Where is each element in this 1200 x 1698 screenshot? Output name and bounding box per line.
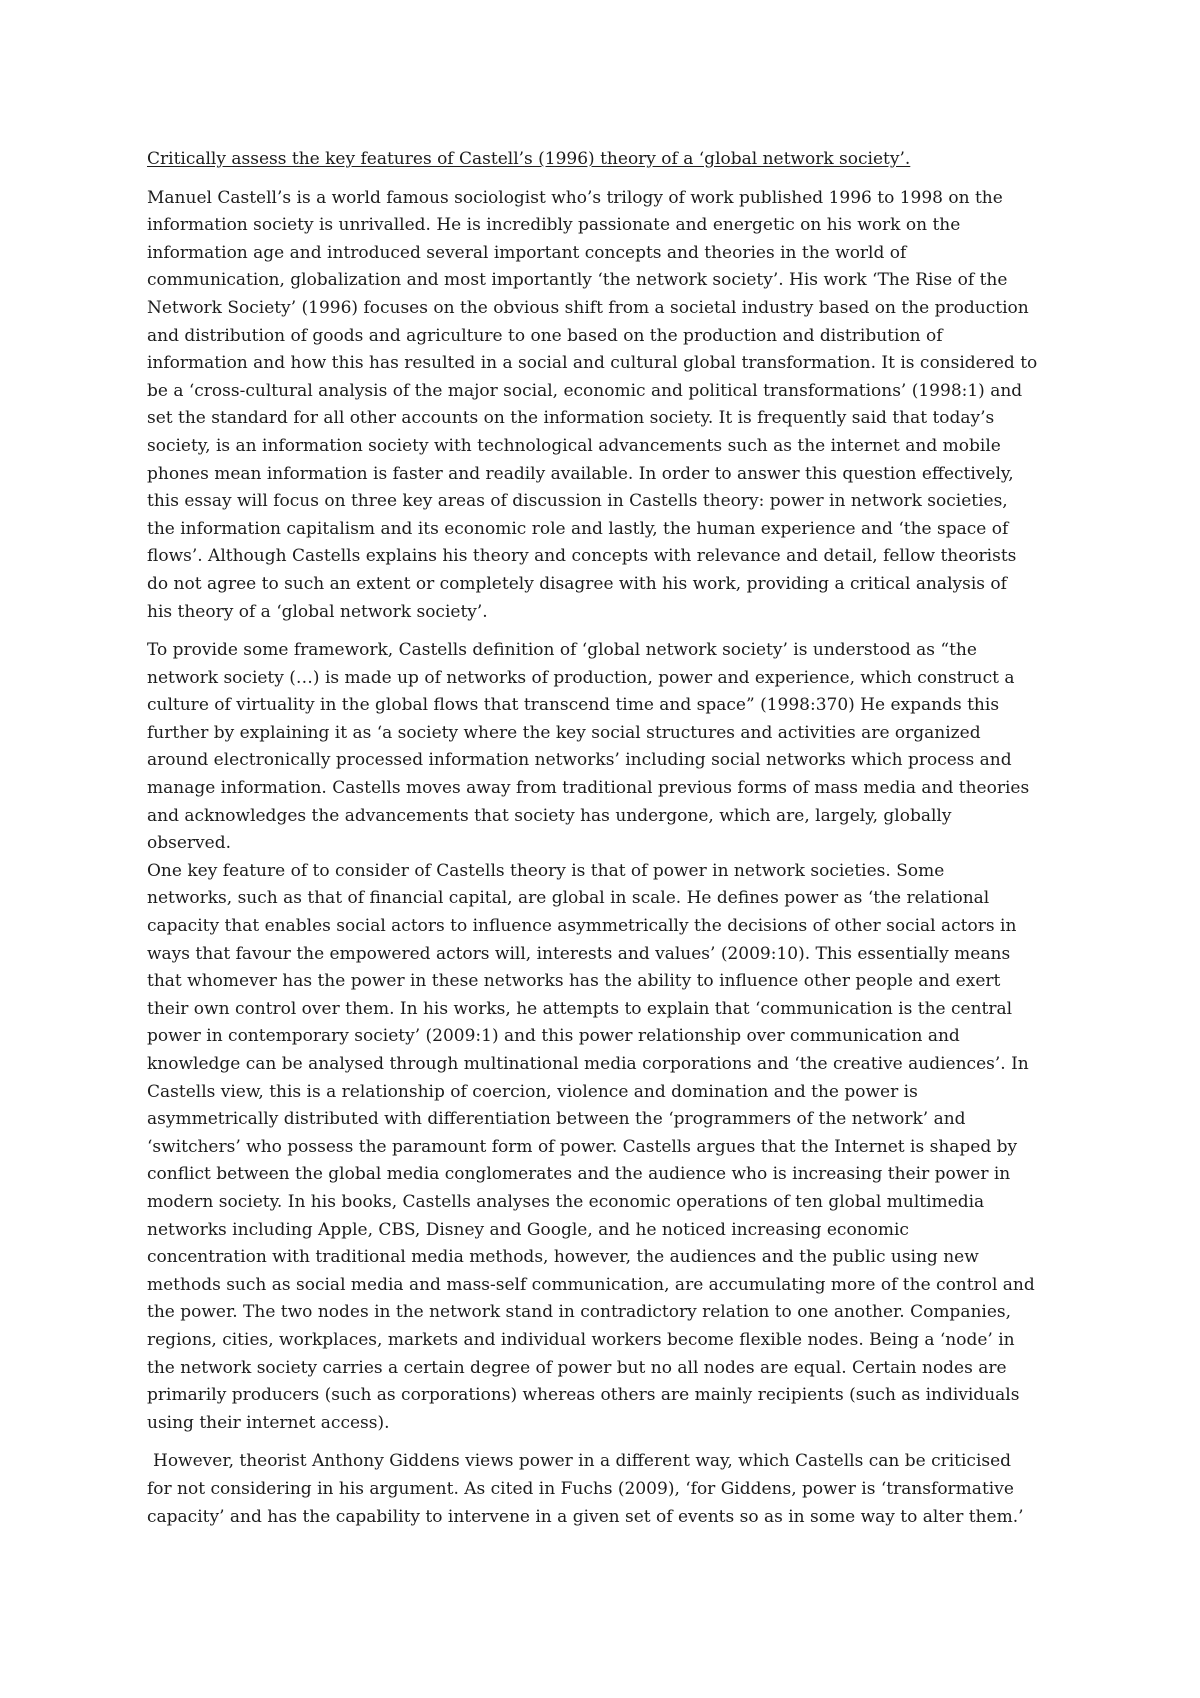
text-line: information and how this has resulted in a social and cultural global transformation. It is considered to	[147, 353, 1038, 374]
text-line: set the standard for all other accounts on the information society. It is frequently said that today’s	[147, 408, 995, 429]
text-line: culture of virtuality in the global flows that transcend time and space” (1998:370) He expands this	[147, 695, 1000, 716]
text-line: for not considering in his argument. As cited in Fuchs (2009), ‘for Giddens, power is ‘transformative	[147, 1478, 1014, 1499]
text-line: capacity that enables social actors to influence asymmetrically the decisions of other social actors in	[147, 916, 1017, 937]
text-line: power in contemporary society’ (2009:1) and this power relationship over communication and	[147, 1026, 960, 1047]
text-line: around electronically processed information networks’ including social networks which process and	[147, 750, 1012, 771]
text-line: concentration with traditional media methods, however, the audiences and the public using new	[147, 1247, 979, 1268]
text-line: flows’. Although Castells explains his theory and concepts with relevance and detail, fellow theorists	[147, 546, 1017, 567]
text-line: regions, cities, workplaces, markets and individual workers become flexible nodes. Being a ‘node’ in	[147, 1329, 1015, 1350]
text-line: networks including Apple, CBS, Disney and Google, and he noticed increasing economic	[147, 1219, 909, 1240]
text-line: the power. The two nodes in the network stand in contradictory relation to one another. Companies,	[147, 1302, 1012, 1323]
text-line: modern society. In his books, Castells analyses the economic operations of ten global multimedia	[147, 1191, 985, 1212]
text-line: further by explaining it as ‘a society where the key social structures and activities are organized	[147, 722, 981, 743]
text-line: phones mean information is faster and readily available. In order to answer this question effectively,	[147, 463, 1014, 484]
text-line: ways that favour the empowered actors will, interests and values’ (2009:10). This essentially means	[147, 943, 1011, 964]
text-line: knowledge can be analysed through multinational media corporations and ‘the creative audiences’. In	[147, 1054, 1029, 1074]
text-line: primarily producers (such as corporations) whereas others are mainly recipients (such as individuals	[147, 1385, 1020, 1406]
document-body	[147, 146, 1062, 1531]
text-line: using their internet access).	[147, 1412, 390, 1433]
text-line: methods such as social media and mass-self communication, are accumulating more of the control and	[147, 1274, 1035, 1295]
text-line: and acknowledges the advancements that society has undergone, which are, largely, globally	[147, 805, 952, 826]
text-line: information age and introduced several important concepts and theories in the world of	[147, 242, 907, 263]
text-line: society, is an information society with technological advancements such as the internet and mobile	[147, 435, 1001, 456]
text-line: asymmetrically distributed with differentiation between the ‘programmers of the network’ and	[147, 1109, 966, 1130]
text-line: communication, globalization and most importantly ‘the network society’. His work ‘The Rise of the	[147, 270, 1008, 291]
text-line: Castells view, this is a relationship of coercion, violence and domination and the power is	[147, 1081, 918, 1102]
text-line: To provide some framework, Castells definition of ‘global network society’ is understood as “the	[147, 640, 977, 661]
paragraph-power	[147, 858, 1062, 1437]
paragraph-introduction	[147, 185, 1062, 627]
text-line: that whomever has the power in these networks has the ability to influence other people and exert	[147, 971, 1001, 992]
text-line: Manuel Castell’s is a world famous sociologist who’s trilogy of work published 1996 to 1998 on the	[147, 187, 1003, 208]
text-line: his theory of a ‘global network society’.	[147, 601, 488, 622]
text-line: this essay will focus on three key areas of discussion in Castells theory: power in network societies,	[147, 491, 1008, 512]
text-line: network society (…) is made up of networks of production, power and experience, which construct a	[147, 667, 1015, 688]
text-line: the network society carries a certain degree of power but no all nodes are equal. Certain nodes are	[147, 1357, 1007, 1378]
text-line: information society is unrivalled. He is incredibly passionate and energetic on his work on the	[147, 215, 961, 236]
text-line: conflict between the global media conglomerates and the audience who is increasing their power in	[147, 1164, 1011, 1185]
text-line: ‘switchers’ who possess the paramount form of power. Castells argues that the Internet is shaped by	[147, 1136, 1018, 1157]
text-line: capacity’ and has the capability to intervene in a given set of events so as in some way to alter them.’	[147, 1506, 1024, 1527]
essay-title: Critically assess the key features of Castell’s (1996) theory of a ‘global network society’.	[147, 149, 911, 169]
text-line: networks, such as that of financial capital, are global in scale. He defines power as ‘the relational	[147, 888, 990, 909]
text-line: be a ‘cross-cultural analysis of the major social, economic and political transformations’ (1998:1) and	[147, 380, 1023, 401]
text-line: One key feature of to consider of Castells theory is that of power in network societies. Some	[147, 860, 945, 881]
text-line: the information capitalism and its economic role and lastly, the human experience and ‘the space of	[147, 518, 1009, 539]
text-line: do not agree to such an extent or completely disagree with his work, providing a critical analysis of	[147, 573, 1007, 594]
text-line: observed.	[147, 833, 231, 854]
paragraph-framework	[147, 637, 1062, 858]
text-line: and distribution of goods and agriculture to one based on the production and distribution of	[147, 325, 943, 346]
paragraph-giddens	[147, 1448, 1062, 1531]
text-line: Network Society’ (1996) focuses on the obvious shift from a societal industry based on the production	[147, 297, 1029, 318]
text-line: However, theorist Anthony Giddens views power in a different way, which Castells can be criticised	[153, 1451, 1012, 1472]
text-line: their own control over them. In his works, he attempts to explain that ‘communication is the central	[147, 998, 1013, 1019]
text-line: manage information. Castells moves away from traditional previous forms of mass media and theories	[147, 778, 1030, 799]
